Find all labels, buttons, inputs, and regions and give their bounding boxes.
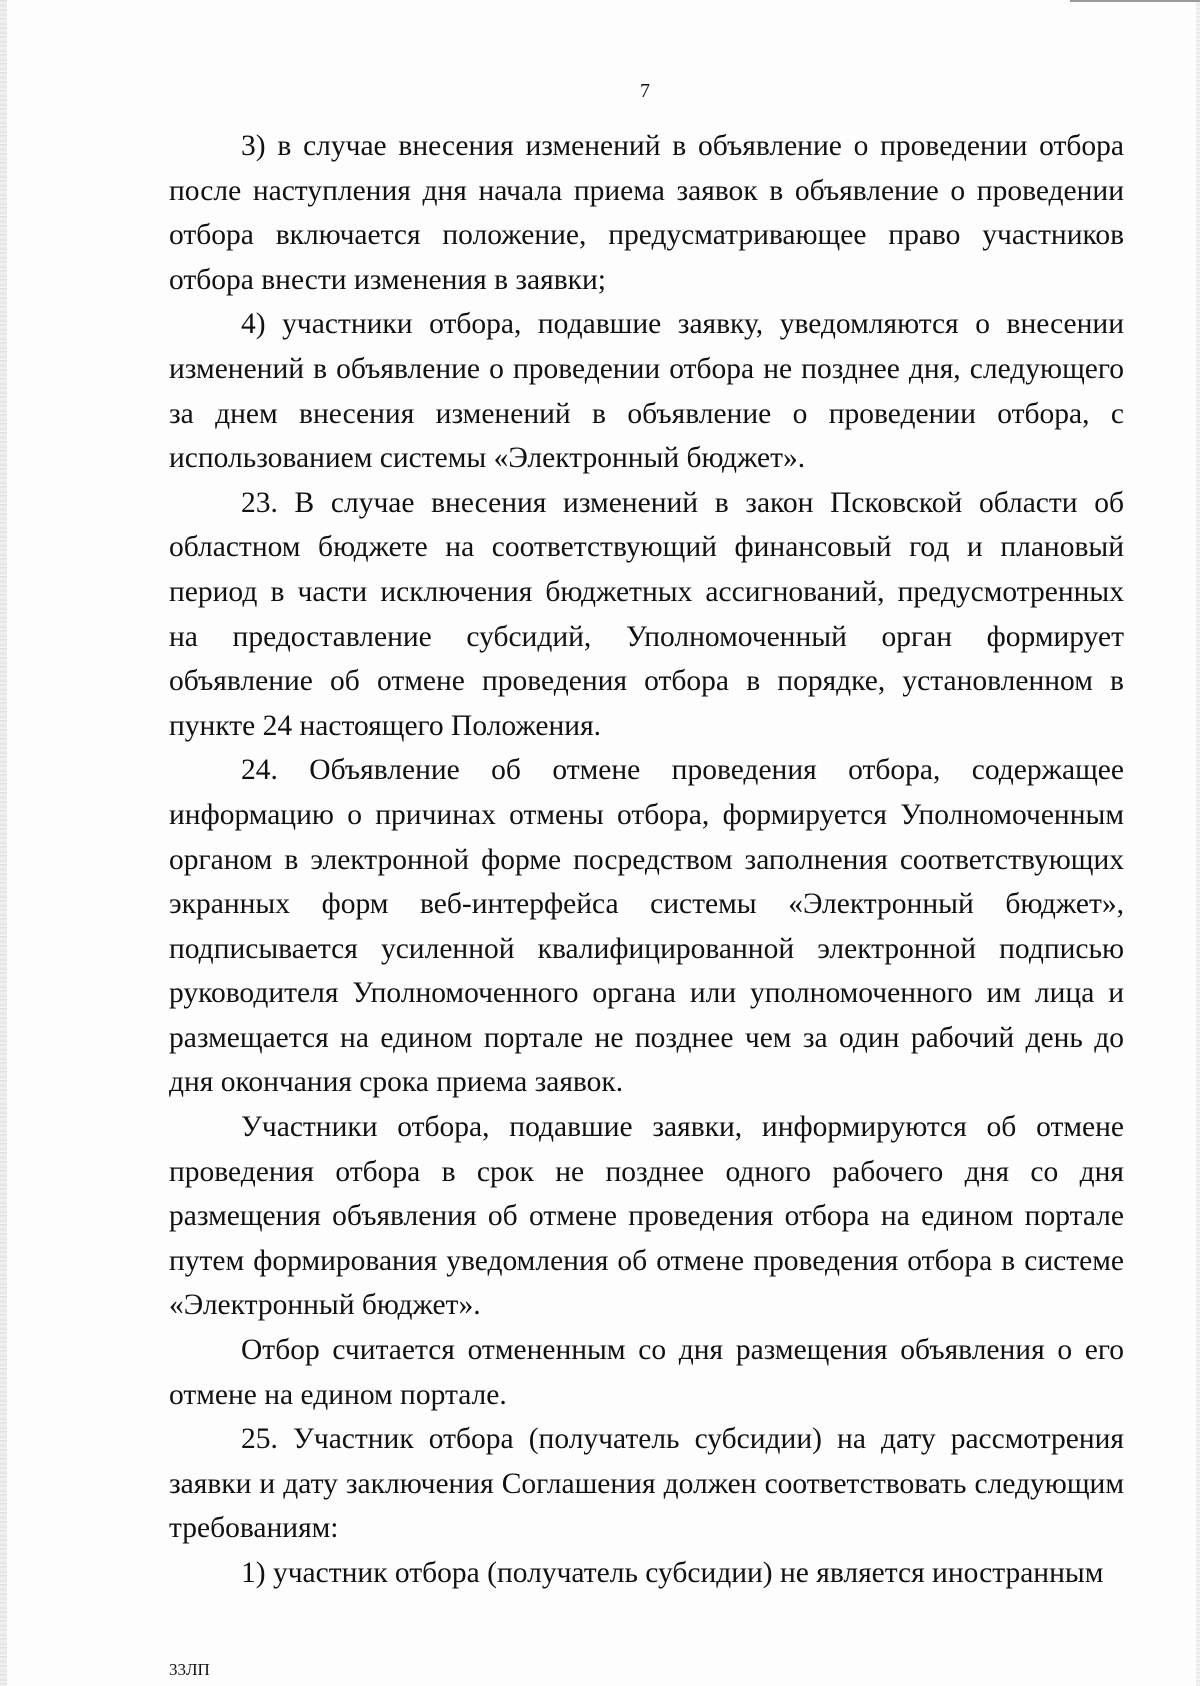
scan-top-line <box>1070 0 1200 2</box>
footer-code: 33ЛП <box>169 1660 210 1679</box>
paragraph-item-3: 3) в случае внесения изменений в объявление о проведении отбора после наступления дня начала приема заявок в объявление о проведении отбора включается положение, предусматривающее право участников отбора внести изменения в заявки; <box>169 130 1124 296</box>
scan-edge-right <box>1196 0 1200 1686</box>
paragraph-requirement-1: 1) участник отбора (получатель субсидии) не является иностранным <box>241 1557 1104 1589</box>
page-number: 7 <box>640 80 650 102</box>
paragraph-cancellation-effective: Отбор считается отмененным со дня размещения объявления о его отмене на едином портале. <box>169 1334 1124 1411</box>
document-body <box>169 124 1124 1596</box>
scan-edge-left <box>0 0 7 1686</box>
paragraph-participants-notice: Участники отбора, подавшие заявки, информируются об отмене проведения отбора в срок не позднее одного рабочего дня со дня размещения объявления об отмене проведения отбора на едином портале путем формирования уведомления об отмене проведения отбора в системе «Электронный бюджет». <box>169 1111 1124 1322</box>
paragraph-clause-25: 25. Участник отбора (получатель субсидии) на дату рассмотрения заявки и дату заключения Соглашения должен соответствовать следующим требованиям: <box>169 1423 1124 1545</box>
paragraph-clause-24: 24. Объявление об отмене проведения отбора, содержащее информацию о причинах отмены отбора, формируется Уполномоченным органом в электронной форме посредством заполнения соответствующих экранных форм веб-интерфейса системы «Электронный бюджет», подписывается усиленной квалифицированной электронной подписью руководителя Уполномоченного органа или уполномоченного им лица и размещается на едином портале не позднее чем за один рабочий день до дня окончания срока приема заявок. <box>169 754 1124 1099</box>
paragraph-clause-23: 23. В случае внесения изменений в закон Псковской области об областном бюджете на соответствующий финансовый год и плановый период в части исключения бюджетных ассигнований, предусмотренных на предоставление субсидий, Уполномоченный орган формирует объявление об отмене проведения отбора в порядке, установленном в пункте 24 настоящего Положения. <box>169 486 1124 742</box>
paragraph-item-4: 4) участники отбора, подавшие заявку, уведомляются о внесении изменений в объявление о проведении отбора не позднее дня, следующего за днем внесения изменений в объявление о проведении отбора, с использованием системы «Электронный бюджет». <box>169 308 1124 475</box>
